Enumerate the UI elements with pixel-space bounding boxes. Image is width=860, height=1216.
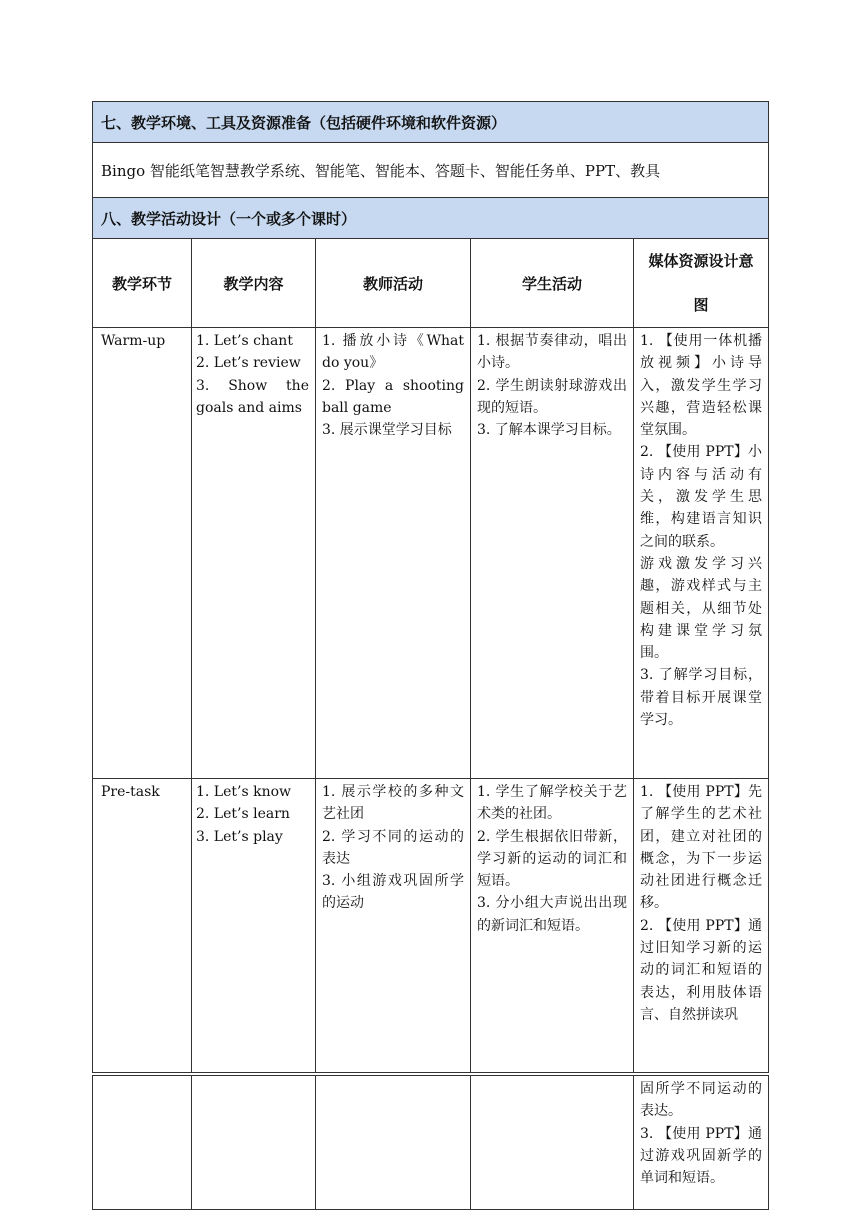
header-content: 教学内容 [192, 239, 316, 328]
student-cell [471, 779, 634, 1073]
media-cell [634, 779, 769, 1073]
empty-cell [316, 1076, 471, 1210]
teacher-item: 3. 展示课堂学习目标 [322, 422, 452, 439]
media-item: 2. 【使用 PPT】通过旧知学习新的运动的词汇和短语的表达，利用肢体语言、自然拼读巩 [640, 917, 763, 1023]
media-item: 3. 了解学习目标，带着目标开展课堂学习。 [640, 667, 763, 729]
empty-cell [93, 1076, 192, 1210]
media-item: 2. 【使用 PPT】小诗内容与活动有关，激发学生思维，构建语言知识之间的联系。 [640, 444, 763, 550]
content-cell [192, 779, 316, 1073]
teacher-item: 2. Play a shooting ball game [322, 377, 464, 416]
media-cell [634, 328, 769, 779]
teacher-item: 2. 学习不同的运动的表达 [322, 828, 464, 867]
content-item: 1. Let’s chant [196, 333, 293, 349]
section7-resources: Bingo 智能纸笔智慧教学系统、智能笔、智能本、答题卡、智能任务单、PPT、教具 [93, 143, 769, 198]
header-student: 学生活动 [471, 239, 634, 328]
teacher-item: 3. 小组游戏巩固所学的运动 [322, 873, 464, 912]
content-item: 2. Let’s review [196, 355, 301, 372]
document-page [92, 101, 768, 1210]
lesson-plan-table-continued [92, 1075, 769, 1210]
teacher-cell [316, 779, 471, 1073]
table-row [93, 1076, 769, 1210]
student-cell [471, 328, 634, 779]
media-item: 固所学不同运动的表达。 [640, 1081, 762, 1120]
stage-cell: Pre-task [93, 779, 192, 1073]
media-item: 1. 【使用 PPT】先了解学生的艺术社团，建立对社团的概念，为下一步运动社团进行概念迁移。 [640, 784, 763, 912]
stage-cell: Warm-up [93, 328, 192, 779]
media-item: 游戏激发学习兴趣，游戏样式与主题相关，从细节处构建课堂学习氛围。 [640, 555, 763, 662]
header-teacher: 教师活动 [316, 239, 471, 328]
teacher-item: 1. 播放小诗《What do you》 [322, 333, 464, 372]
table-header-row [93, 239, 769, 328]
section7-title: 七、教学环境、工具及资源准备（包括硬件环境和软件资源） [93, 102, 769, 143]
student-item: 3. 了解本课学习目标。 [477, 422, 621, 439]
media-item: 1. 【使用一体机播放视频】小诗导入，激发学生学习兴趣，营造轻松课堂氛围。 [640, 333, 763, 439]
content-item: 1. Let’s know [196, 784, 292, 800]
table-row [93, 328, 769, 779]
student-item: 2. 学生朗读射球游戏出现的短语。 [477, 377, 627, 416]
student-item: 2. 学生根据依旧带新，学习新的运动的词汇和短语。 [477, 828, 627, 890]
empty-cell [471, 1076, 634, 1210]
student-item: 1. 学生了解学校关于艺术类的社团。 [477, 784, 627, 823]
teacher-cell [316, 328, 471, 779]
student-item: 3. 分小组大声说出出现的新词汇和短语。 [477, 895, 627, 934]
section8-title: 八、教学活动设计（一个或多个课时） [93, 198, 769, 239]
empty-cell [192, 1076, 316, 1210]
header-media: 媒体资源设计意图 [634, 239, 769, 328]
teacher-item: 1. 展示学校的多种文艺社团 [322, 784, 464, 823]
media-cell [634, 1076, 769, 1210]
header-stage: 教学环节 [93, 239, 192, 328]
content-item: 3. Show the goals and aims [196, 377, 309, 416]
content-cell [192, 328, 316, 779]
media-item: 3. 【使用 PPT】通过游戏巩固新学的单词和短语。 [640, 1125, 762, 1187]
lesson-plan-table [92, 101, 769, 1073]
content-item: 3. Let’s play [196, 828, 283, 845]
content-item: 2. Let’s learn [196, 806, 290, 823]
table-row [93, 779, 769, 1073]
student-item: 1. 根据节奏律动，唱出小诗。 [477, 333, 627, 372]
